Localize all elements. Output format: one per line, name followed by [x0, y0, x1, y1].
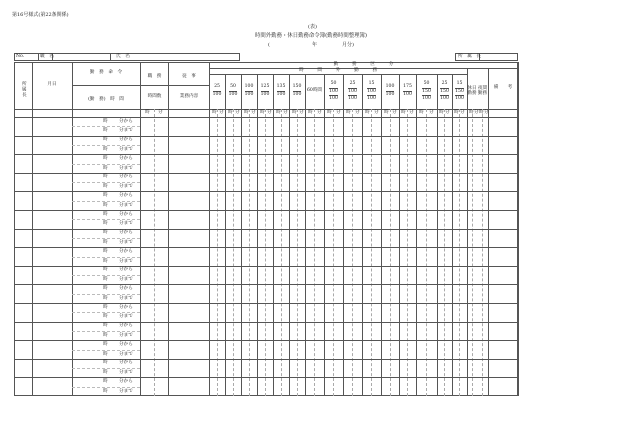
frac-group-15: 15 100 100: [367, 81, 376, 102]
row-to-label: 分まで: [119, 295, 133, 301]
row-to-label: 分まで: [119, 146, 133, 152]
row-to-hour: 時: [103, 239, 108, 245]
unit-hour: 時: [419, 110, 424, 115]
row-from-hour: 時: [103, 304, 108, 310]
rate2-175: $\frac{175}{100}$: [403, 83, 412, 97]
hours-count-label: 時間数: [147, 93, 162, 99]
frac-group2-50: 50 150 100: [422, 81, 431, 102]
row-to-hour: 時: [103, 277, 108, 283]
detail-label: 従 事: [182, 73, 196, 79]
year-label: 年: [312, 42, 318, 48]
row-divider: [14, 359, 518, 360]
row-divider: [14, 136, 518, 137]
row-divider: [14, 229, 518, 230]
month-label: 月分): [342, 42, 354, 48]
row-divider: [14, 322, 518, 323]
unit-min: 分: [235, 110, 240, 115]
row-from-label: 分から: [119, 174, 133, 180]
row-to-hour: 時: [103, 258, 108, 264]
dept-label: 所 属 長: [458, 54, 481, 59]
unit-min: 分: [484, 110, 489, 115]
row-from-hour: 時: [103, 285, 108, 291]
unit-min: 分: [374, 110, 379, 115]
row-half-divider: [72, 331, 140, 332]
row-from-label: 分から: [119, 211, 133, 217]
frac-group2-15: 15 150 100: [455, 81, 464, 102]
row-to-label: 分まで: [119, 314, 133, 320]
row-from-label: 分から: [119, 118, 133, 124]
row-divider: [14, 154, 518, 155]
unit-min: 分: [336, 110, 341, 115]
frac-group2-25: 25 150 100: [440, 81, 449, 102]
row-from-hour: 時: [103, 155, 108, 161]
unit-min: 分: [355, 110, 360, 115]
row-to-label: 分まで: [119, 351, 133, 357]
row-from-hour: 時: [103, 360, 108, 366]
row-to-label: 分まで: [119, 202, 133, 208]
row-half-divider: [72, 182, 140, 183]
unit-min: 分: [317, 110, 322, 115]
unit-hour: 時: [454, 110, 459, 115]
row-to-hour: 時: [103, 202, 108, 208]
unit-min: 分: [409, 110, 414, 115]
row-to-label: 分まで: [119, 370, 133, 376]
row-to-label: 分まで: [119, 388, 133, 394]
row-to-label: 分まで: [119, 239, 133, 245]
role-label: 職 務: [147, 73, 162, 79]
unit-min: 分: [392, 110, 397, 115]
unit-min: 分: [445, 110, 450, 115]
rate2-100: $\frac{100}{100}$: [385, 83, 395, 97]
rate-135: $\frac{135}{100}$: [276, 83, 286, 97]
row-from-label: 分から: [119, 267, 133, 273]
row-from-label: 分から: [119, 323, 133, 329]
row-from-label: 分から: [119, 341, 133, 347]
row-to-hour: 時: [103, 221, 108, 227]
row-to-label: 分まで: [119, 165, 133, 171]
hours-label: (勤 務) 時 間: [88, 96, 124, 102]
unit-hour: 時: [439, 110, 444, 115]
row-half-divider: [72, 275, 140, 276]
row-to-label: 分まで: [119, 221, 133, 227]
unit-hour: 時: [469, 110, 474, 115]
row-half-divider: [72, 350, 140, 351]
row-from-hour: 時: [103, 174, 108, 180]
row-from-hour: 時: [103, 323, 108, 329]
row-divider: [14, 247, 518, 248]
row-divider: [14, 173, 518, 174]
unit-hour: 時: [244, 110, 249, 115]
row-divider: [14, 191, 518, 192]
row-from-hour: 時: [103, 341, 108, 347]
unit-min: 分: [429, 110, 434, 115]
unit-hour: 時: [384, 110, 389, 115]
row-from-hour: 時: [103, 267, 108, 273]
row-half-divider: [72, 387, 140, 388]
row-to-label: 分まで: [119, 258, 133, 264]
row-from-hour: 時: [103, 211, 108, 217]
order-label: 勤 務 命 令: [89, 69, 123, 75]
row-from-hour: 時: [103, 118, 108, 124]
unit-hour: 時: [479, 110, 484, 115]
row-to-label: 分まで: [119, 332, 133, 338]
year-open: (: [268, 42, 270, 48]
row-half-divider: [72, 201, 140, 202]
row-to-hour: 時: [103, 332, 108, 338]
unit-hour: 時: [276, 110, 281, 115]
row-to-hour: 時: [103, 295, 108, 301]
row-from-label: 分から: [119, 378, 133, 384]
row-half-divider: [72, 145, 140, 146]
row-divider: [14, 303, 518, 304]
unit-min: 分: [267, 110, 272, 115]
row-to-hour: 時: [103, 184, 108, 190]
row-from-label: 分から: [119, 137, 133, 143]
row-half-divider: [72, 294, 140, 295]
group-title: 勤 務 区 分: [333, 61, 394, 67]
unit-min: 分: [474, 110, 479, 115]
row-half-divider: [72, 368, 140, 369]
row-to-hour: 時: [103, 351, 108, 357]
row-half-divider: [72, 257, 140, 258]
row-to-hour: 時: [103, 128, 108, 134]
post-label: 職 名: [40, 54, 54, 59]
title-paren: (表): [308, 24, 317, 30]
row-from-hour: 時: [103, 248, 108, 254]
name-label: 氏 名: [116, 54, 130, 59]
unit-min: 分: [299, 110, 304, 115]
row-to-hour: 時: [103, 314, 108, 320]
row-to-label: 分まで: [119, 184, 133, 190]
rate-50: $\frac{50}{100}$: [228, 83, 238, 97]
unit-min: 分: [251, 110, 256, 115]
unit-hour: 時: [228, 110, 233, 115]
rate-125: $\frac{125}{100}$: [260, 83, 270, 97]
row-from-hour: 時: [103, 137, 108, 143]
row-divider: [14, 266, 518, 267]
row-to-label: 分まで: [119, 128, 133, 134]
unit-hour: 時: [401, 110, 406, 115]
row-from-label: 分から: [119, 155, 133, 161]
row-from-label: 分から: [119, 248, 133, 254]
no-label: No.: [16, 54, 25, 59]
unit-min: 分: [219, 110, 224, 115]
row-from-label: 分から: [119, 360, 133, 366]
unit-min: 分: [283, 110, 288, 115]
unit-min: 分: [460, 110, 465, 115]
unit-hour-main: 時: [145, 110, 150, 115]
row-divider: [14, 210, 518, 211]
rate-25: $\frac{25}{100}$: [212, 83, 222, 97]
night-label: 夜間勤務: [477, 86, 488, 96]
detail-sub-label: 業務内容: [179, 93, 199, 99]
row-from-label: 分から: [119, 192, 133, 198]
unit-hour: 時: [346, 110, 351, 115]
overtime-title: 時 間 外 勤 務: [298, 67, 378, 73]
row-to-hour: 時: [103, 370, 108, 376]
row-to-hour: 時: [103, 165, 108, 171]
row-from-label: 分から: [119, 230, 133, 236]
page-title: 時間外勤務・休日勤務命令簿(勤務時間整理簿): [255, 33, 368, 39]
remarks-label: 備 考: [493, 85, 513, 91]
rate-150: $\frac{150}{100}$: [292, 83, 302, 97]
holiday-label: 休日勤務: [467, 86, 477, 96]
sixty-hours-label: 60時間: [306, 87, 323, 93]
left-vertical-label: 所属長: [21, 81, 27, 98]
row-from-hour: 時: [103, 230, 108, 236]
row-from-hour: 時: [103, 192, 108, 198]
row-divider: [14, 284, 518, 285]
row-to-hour: 時: [103, 146, 108, 152]
unit-hour: 時: [260, 110, 265, 115]
unit-hour: 時: [365, 110, 370, 115]
row-to-label: 分まで: [119, 277, 133, 283]
row-divider: [14, 377, 518, 378]
unit-hour: 時: [292, 110, 297, 115]
form-number: 第16号様式(第22条関係): [12, 12, 69, 18]
unit-hour: 時: [212, 110, 217, 115]
date-label: 月日: [47, 81, 57, 87]
rate-100: $\frac{100}{100}$: [244, 83, 254, 97]
frac-group-50: 50 100 100: [329, 81, 338, 102]
unit-hour: 時: [308, 110, 313, 115]
frac-group-25: 25 100 100: [348, 81, 357, 102]
row-from-hour: 時: [103, 378, 108, 384]
row-half-divider: [72, 164, 140, 165]
unit-hour: 時: [327, 110, 332, 115]
row-half-divider: [72, 238, 140, 239]
row-from-label: 分から: [119, 285, 133, 291]
row-from-label: 分から: [119, 304, 133, 310]
unit-min-main: 分: [158, 110, 163, 115]
row-divider: [14, 340, 518, 341]
row-to-hour: 時: [103, 388, 108, 394]
